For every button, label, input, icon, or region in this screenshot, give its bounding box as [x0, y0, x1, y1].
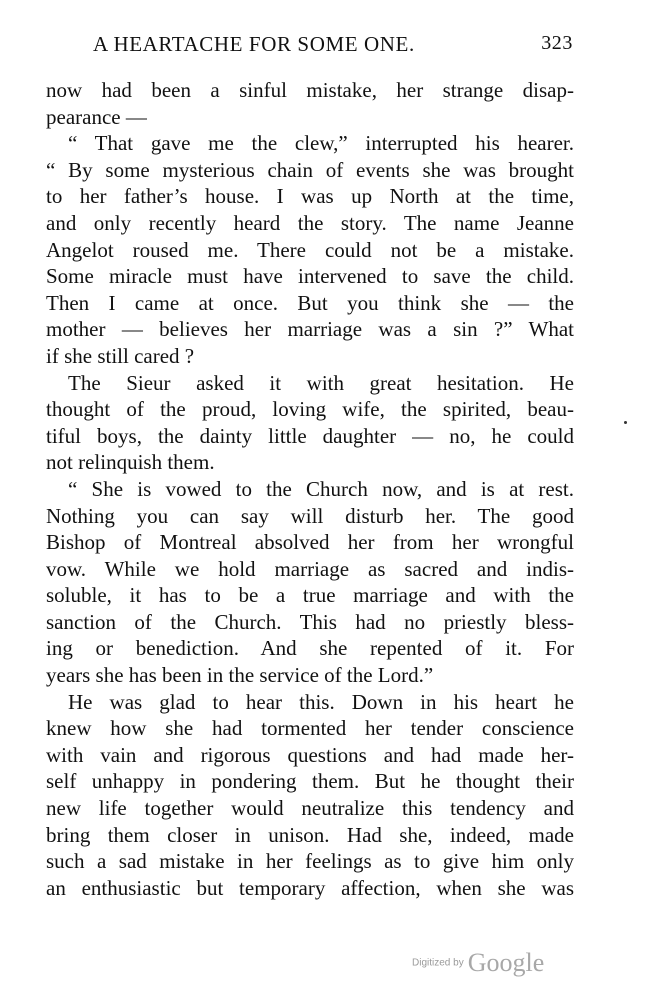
ink-speck: [624, 421, 627, 424]
text-line: bring them closer in unison. Had she, indeed, made: [46, 822, 574, 847]
text-line: soluble, it has to be a true marriage and with the: [46, 583, 574, 608]
text-line: vow. While we hold marriage as sacred and indis-: [46, 556, 574, 581]
text-line: new life together would neutralize this tendency and: [46, 796, 574, 821]
text-line: years she has been in the service of the Lord.”: [46, 663, 434, 688]
text-line: to her father’s house. I was up North at the time,: [46, 184, 574, 209]
text-line: with vain and rigorous questions and had made her-: [46, 742, 574, 767]
body-text: [46, 77, 574, 901]
watermark-prefix: Digitized by: [412, 957, 464, 969]
text-line: self unhappy in pondering them. But he thought their: [46, 769, 574, 794]
text-line: not relinquish them.: [46, 450, 215, 475]
text-line: Nothing you can say will disturb her. The good: [46, 503, 574, 528]
watermark-brand: Google: [467, 948, 545, 977]
text-line: tiful boys, the dainty little daughter — no, he could: [46, 423, 574, 448]
running-head: [93, 32, 573, 62]
text-line: now had been a sinful mistake, her strange disap-: [46, 78, 574, 102]
text-line: Bishop of Montreal absolved her from her wrongful: [46, 530, 574, 555]
text-line: if she still cared ?: [46, 343, 195, 368]
text-line: such a sad mistake in her feelings as to give him only: [46, 849, 574, 874]
text-line: mother — believes her marriage was a sin ?” What: [46, 317, 574, 342]
text-line: “ That gave me the clew,” interrupted his hearer.: [68, 131, 574, 156]
text-line: He was glad to hear this. Down in his heart he: [68, 689, 574, 714]
text-line: ing or benediction. And she repented of it. For: [46, 636, 574, 661]
text-line: “ She is vowed to the Church now, and is at rest.: [68, 476, 574, 501]
page-number: 323: [541, 32, 573, 54]
digitized-watermark: [412, 948, 544, 978]
running-title: A HEARTACHE FOR SOME ONE.: [93, 32, 415, 56]
text-line: and only recently heard the story. The name Jeanne: [46, 210, 574, 235]
text-line: thought of the proud, loving wife, the spirited, beau-: [46, 397, 574, 422]
text-line: pearance —: [46, 104, 147, 129]
text-line: sanction of the Church. This had no priestly bless-: [46, 609, 574, 634]
text-line: knew how she had tormented her tender conscience: [46, 716, 574, 741]
text-line: “ By some mysterious chain of events she was brought: [46, 157, 574, 182]
text-line: The Sieur asked it with great hesitation. He: [68, 370, 574, 395]
text-line: Angelot roused me. There could not be a mistake.: [46, 237, 574, 262]
text-line: an enthusiastic but temporary affection, when she was: [46, 875, 574, 900]
text-line: Then I came at once. But you think she — the: [46, 290, 574, 315]
text-line: Some miracle must have intervened to save the child.: [46, 264, 574, 289]
